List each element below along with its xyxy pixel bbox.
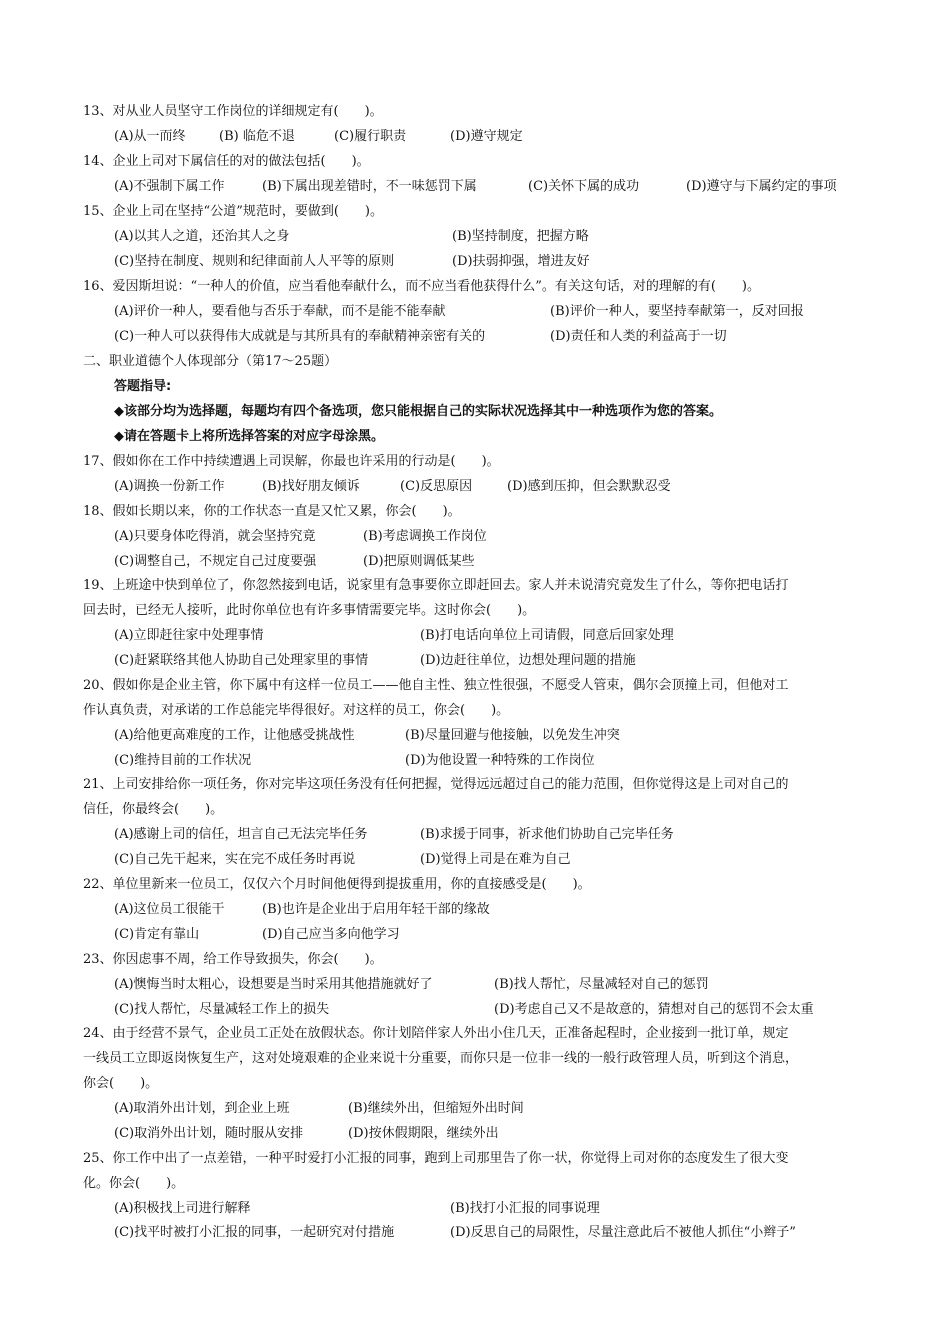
question-19-option-c: (C)赶紧联络其他人协助自己处理家里的事情 [114, 653, 369, 668]
question-25-option-c: (C)找平时被打小汇报的同事，一起研究对付措施 [114, 1225, 395, 1240]
question-23-stem: 23、你因虑事不周，给工作导致损失，你会( )。 [83, 952, 383, 967]
question-16-option-c: (C)一种人可以获得伟大成就是与其所具有的奉献精神亲密有关的 [114, 329, 486, 344]
question-18-stem: 18、假如长期以来，你的工作状态一直是又忙又累，你会( )。 [83, 504, 461, 519]
question-21-option-a: (A)感谢上司的信任，坦言自己无法完毕任务 [114, 827, 368, 842]
question-13-option-b: (B) 临危不退 [219, 129, 295, 144]
question-15-option-c: (C)坚持在制度、规则和纪律面前人人平等的原则 [114, 254, 395, 269]
question-16-option-b: (B)评价一种人，要坚持奉献第一，反对回报 [550, 304, 804, 319]
question-24-option-c: (C)取消外出计划，随时服从安排 [114, 1126, 304, 1141]
question-19-option-b: (B)打电话向单位上司请假，同意后回家处理 [420, 628, 674, 643]
question-14-option-c: (C)关怀下属的成功 [528, 179, 640, 194]
question-19-option-d: (D)边赶往单位，边想处理问题的措施 [420, 653, 636, 668]
question-23-option-c: (C)找人帮忙，尽量减轻工作上的损失 [114, 1002, 330, 1017]
question-20-stem-line-1: 20、假如你是企业主管，你下属中有这样一位员工——他自主性、独立性很强，不愿受人管束，偶尔会顶撞上司，但他对工 [83, 678, 789, 693]
question-20-stem-line-2: 作认真负责，对承诺的工作总能完毕得很好。对这样的员工，你会( )。 [83, 703, 510, 718]
question-15-option-b: (B)坚持制度，把握方略 [452, 229, 589, 244]
question-21-option-d: (D)觉得上司是在难为自己 [420, 852, 571, 867]
question-23-option-a: (A)懊悔当时太粗心，设想要是当时采用其他措施就好了 [114, 977, 433, 992]
question-19-stem-line-1: 19、上班途中快到单位了，你忽然接到电话，说家里有急事要你立即赶回去。家人并未说清究竟发生了什么，等你把电话打 [83, 578, 789, 593]
question-18-option-c: (C)调整自己，不规定自己过度要强 [114, 554, 317, 569]
question-21-stem-line-2: 信任，你最终会( )。 [83, 802, 224, 817]
answer-guide-item-2: ◆请在答题卡上将所选择答案的对应字母涂黑。 [114, 429, 384, 444]
question-16-option-d: (D)责任和人类的利益高于一切 [550, 329, 727, 344]
question-25-option-a: (A)积极找上司进行解释 [114, 1201, 251, 1216]
answer-guide-item-1: ◆该部分均为选择题，每题均有四个备选项，您只能根据自己的实际状况选择其中一种选项作为您的答案。 [114, 404, 722, 419]
question-22-option-a: (A)这位员工很能干 [114, 902, 225, 917]
question-23-option-d: (D)考虑自己又不是故意的，猜想对自己的惩罚不会太重 [494, 1002, 814, 1017]
question-25-option-d: (D)反思自己的局限性，尽量注意此后不被他人抓住“小辫子” [450, 1225, 796, 1240]
question-18-option-a: (A)只要身体吃得消，就会坚持究竟 [114, 529, 316, 544]
question-25-stem-line-1: 25、你工作中出了一点差错，一种平时爱打小汇报的同事，跑到上司那里告了你一状，你觉得上司对你的态度发生了很大变 [83, 1151, 789, 1166]
question-18-option-d: (D)把原则调低某些 [363, 554, 475, 569]
question-18-option-b: (B)考虑调换工作岗位 [363, 529, 487, 544]
question-14-option-a: (A)不强制下属工作 [114, 179, 225, 194]
question-21-stem-line-1: 21、上司安排给你一项任务，你对完毕这项任务没有任何把握，觉得远远超过自己的能力范围，但你觉得这是上司对自己的 [83, 777, 789, 792]
question-17-option-c: (C)反思原因 [400, 479, 473, 494]
question-17-stem: 17、假如你在工作中持续遭遇上司误解，你最也许采用的行动是( )。 [83, 454, 500, 469]
question-24-stem-line-1: 24、由于经营不景气，企业员工正处在放假状态。你计划陪伴家人外出小住几天，正准备起程时，企业接到一批订单，规定 [83, 1026, 789, 1041]
question-22-option-c: (C)肯定有靠山 [114, 927, 200, 942]
question-24-stem-line-3: 你会( )。 [83, 1076, 159, 1091]
question-23-option-b: (B)找人帮忙，尽量减轻对自己的惩罚 [494, 977, 709, 992]
question-16-option-a: (A)评价一种人，要看他与否乐于奉献，而不是能不能奉献 [114, 304, 446, 319]
question-16-stem: 16、爱因斯坦说：“一种人的价值，应当看他奉献什么，而不应当看他获得什么”。有关这句话，对的理解的有( )。 [83, 279, 760, 294]
question-19-stem-line-2: 回去时，已经无人接听，此时你单位也有许多事情需要完毕。这时你会( )。 [83, 603, 536, 618]
question-20-option-b: (B)尽量回避与他接触，以免发生冲突 [405, 728, 620, 743]
question-25-stem-line-2: 化。你会( )。 [83, 1176, 185, 1191]
question-24-option-b: (B)继续外出，但缩短外出时间 [348, 1101, 524, 1116]
question-17-option-a: (A)调换一份新工作 [114, 479, 225, 494]
question-22-stem: 22、单位里新来一位员工，仅仅六个月时间他便得到提拔重用，你的直接感受是( )。 [83, 877, 591, 892]
question-22-option-b: (B)也许是企业出于启用年轻干部的缘故 [262, 902, 490, 917]
question-22-option-d: (D)自己应当多向他学习 [262, 927, 400, 942]
answer-guide-title: 答题指导: [114, 379, 172, 394]
question-19-option-a: (A)立即赶往家中处理事情 [114, 628, 264, 643]
question-24-option-a: (A)取消外出计划，到企业上班 [114, 1101, 290, 1116]
question-14-option-d: (D)遵守与下属约定的事项 [686, 179, 837, 194]
question-17-option-d: (D)感到压抑，但会默默忍受 [507, 479, 671, 494]
question-21-option-c: (C)自己先干起来，实在完不成任务时再说 [114, 852, 356, 867]
question-13-option-c: (C)履行职责 [334, 129, 407, 144]
question-13-option-a: (A)从一而终 [114, 129, 186, 144]
question-14-option-b: (B)下属出现差错时，不一味惩罚下属 [262, 179, 477, 194]
question-15-option-d: (D)扶弱抑强，增进友好 [452, 254, 590, 269]
section-2-title: 二、职业道德个人体现部分（第17～25题） [83, 354, 338, 369]
question-24-stem-line-2: 一线员工立即返岗恢复生产，这对处境艰难的企业来说十分重要，而你只是一位非一线的一般行政管理人员，听到这个消息， [83, 1051, 799, 1066]
question-13-stem: 13、对从业人员坚守工作岗位的详细规定有( )。 [83, 104, 383, 119]
question-21-option-b: (B)求援于同事，祈求他们协助自己完毕任务 [420, 827, 674, 842]
question-25-option-b: (B)找打小汇报的同事说理 [450, 1201, 600, 1216]
question-14-stem: 14、企业上司对下属信任的对的做法包括( )。 [83, 154, 370, 169]
question-17-option-b: (B)找好朋友倾诉 [262, 479, 360, 494]
question-15-stem: 15、企业上司在坚持“公道”规范时，要做到( )。 [83, 204, 383, 219]
question-15-option-a: (A)以其人之道，还治其人之身 [114, 229, 290, 244]
question-20-option-c: (C)维持目前的工作状况 [114, 753, 252, 768]
question-24-option-d: (D)按休假期限，继续外出 [348, 1126, 499, 1141]
question-20-option-d: (D)为他设置一种特殊的工作岗位 [405, 753, 595, 768]
question-20-option-a: (A)给他更高难度的工作，让他感受挑战性 [114, 728, 355, 743]
question-13-option-d: (D)遵守规定 [450, 129, 523, 144]
